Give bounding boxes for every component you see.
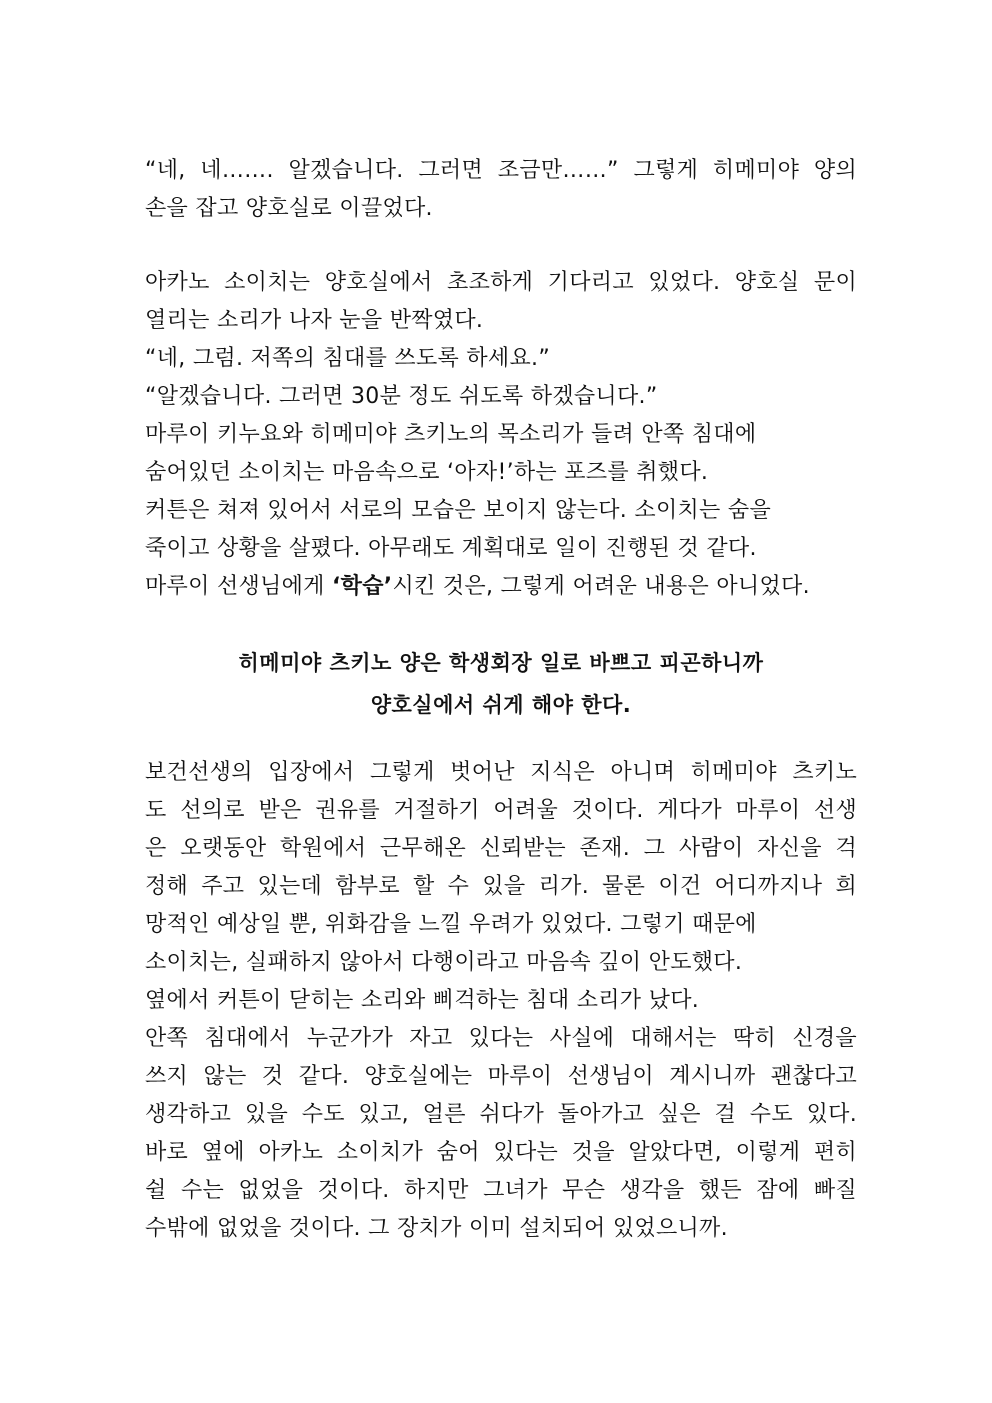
text-line: “네, 그럼. 저쪽의 침대를 쓰도록 하세요.” xyxy=(145,346,551,371)
text-line: 쓰지 않는 것 같다. 양호실에는 마루이 선생님이 계시니까 괜찮다고 xyxy=(145,1064,857,1089)
text-line: 도 선의로 받은 권유를 거절하기 어려울 것이다. 게다가 마루이 선생 xyxy=(145,798,857,823)
text-line: 아카노 소이치는 양호실에서 초조하게 기다리고 있었다. 양호실 문이 xyxy=(145,270,857,295)
text-line: 은 오랫동안 학원에서 근무해온 신뢰받는 존재. 그 사람이 자신을 걱 xyxy=(145,836,857,861)
text-line: 수밖에 없었을 것이다. 그 장치가 이미 설치되어 있었으니까. xyxy=(145,1216,728,1241)
bold-term: ‘학습’ xyxy=(332,574,393,599)
text-line: 숨어있던 소이치는 마음속으로 ‘아자!’하는 포즈를 취했다. xyxy=(145,460,709,485)
text-line: “네, 네……. 알겠습니다. 그러면 조금만……” 그렇게 히메미야 양의 xyxy=(145,158,857,183)
text-line-with-bold xyxy=(145,568,857,606)
text-line: 커튼은 쳐져 있어서 서로의 모습은 보이지 않는다. 소이치는 숨을 xyxy=(145,498,771,523)
callout-learning-statement xyxy=(145,642,857,726)
paragraph-reasoning xyxy=(145,754,857,1248)
paragraph-dialogue-intro xyxy=(145,152,857,228)
text-line: “알겠습니다. 그러면 30분 정도 쉬도록 하겠습니다.” xyxy=(145,384,658,409)
text-line: 안쪽 침대에서 누군가가 자고 있다는 사실에 대해서는 딱히 신경을 xyxy=(145,1026,857,1051)
text-line: 생각하고 있을 수도 있고, 얼른 쉬다가 돌아가고 싶은 걸 수도 있다. xyxy=(145,1102,857,1127)
text-line: 쉴 수는 없었을 것이다. 하지만 그녀가 무슨 생각을 했든 잠에 빠질 xyxy=(145,1178,857,1203)
text-line: 정해 주고 있는데 함부로 할 수 있을 리가. 물론 이건 어디까지나 희 xyxy=(145,874,857,899)
text-line: 마루이 키누요와 히메미야 츠키노의 목소리가 들려 안쪽 침대에 xyxy=(145,422,757,447)
text-span: 시킨 것은, 그렇게 어려운 내용은 아니었다. xyxy=(392,574,810,599)
callout-line: 히메미야 츠키노 양은 학생회장 일로 바쁘고 피곤하니까 xyxy=(238,651,764,675)
text-line: 바로 옆에 아카노 소이치가 숨어 있다는 것을 알았다면, 이렇게 편히 xyxy=(145,1140,857,1165)
text-span: 마루이 선생님에게 xyxy=(145,574,333,599)
text-line: 옆에서 커튼이 닫히는 소리와 삐걱하는 침대 소리가 났다. xyxy=(145,988,700,1013)
callout-line: 양호실에서 쉬게 해야 한다. xyxy=(370,693,632,717)
text-line: 열리는 소리가 나자 눈을 반짝였다. xyxy=(145,308,484,333)
text-line: 소이치는, 실패하지 않아서 다행이라고 마음속 깊이 안도했다. xyxy=(145,950,743,975)
paragraph-infirmary-wait xyxy=(145,264,857,606)
text-line: 손을 잡고 양호실로 이끌었다. xyxy=(145,196,433,221)
text-line: 망적인 예상일 뿐, 위화감을 느낄 우려가 있었다. 그렇기 때문에 xyxy=(145,912,757,937)
text-line: 보건선생의 입장에서 그렇게 벗어난 지식은 아니며 히메미야 츠키노 xyxy=(145,760,857,785)
text-line: 죽이고 상황을 살폈다. 아무래도 계획대로 일이 진행된 것 같다. xyxy=(145,536,757,561)
